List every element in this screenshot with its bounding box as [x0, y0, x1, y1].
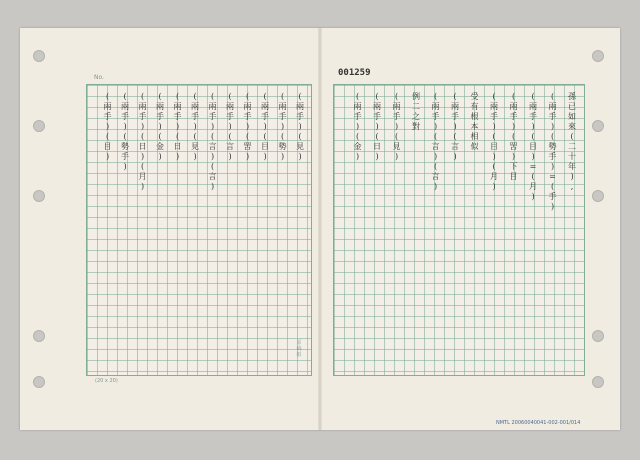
handwritten-column: 孫 已 如 來 ( 二 十 年 ) ,	[568, 92, 576, 191]
handwritten-column: ( 兩 手 ) ( 金 )	[353, 92, 362, 161]
handwritten-column: ( 兩 手 ) ( 罟 )	[243, 92, 252, 161]
binding-hole	[592, 190, 604, 202]
handwritten-column: ( 兩 手 ) ( 金 )	[156, 92, 164, 161]
binding-hole	[33, 120, 45, 132]
paper-mark: 原稿紙	[296, 340, 302, 358]
handwritten-column: 受 有 根 本 相 似	[470, 92, 479, 151]
handwritten-column: ( 兩 手 ) ( 見 )	[296, 92, 304, 161]
page-fold	[318, 28, 322, 430]
handwritten-column: ( 兩 手 ) ( 目 ) = ( 月 )	[529, 92, 537, 201]
handwritten-column: ( 兩 手 ) ( 目 )	[103, 92, 112, 161]
handwritten-column: ( 兩 手 ) ( 勢 手 ) = ( 手 )	[548, 92, 557, 211]
binding-hole	[592, 376, 604, 388]
handwritten-column: 例 二 之 對	[412, 92, 420, 131]
binding-hole	[592, 50, 604, 62]
binding-hole	[592, 120, 604, 132]
document-number: 001259	[338, 68, 371, 78]
binding-hole	[33, 190, 45, 202]
handwritten-column: ( 兩 手 ) ( 目 ) ( 月 )	[490, 92, 498, 191]
page-code: (20 x 20)	[95, 378, 118, 384]
binding-hole	[33, 330, 45, 342]
handwritten-column: ( 兩 手 ) ( 言 ) ( 言 )	[431, 92, 440, 191]
handwritten-column: ( 兩 手 ) ( 言 )	[451, 92, 459, 161]
binding-hole	[33, 376, 45, 388]
binding-hole	[33, 50, 45, 62]
handwritten-column: ( 兩 手 ) ( 目 )	[261, 92, 269, 161]
handwritten-column: ( 兩 手 ) ( 言 )	[226, 92, 234, 161]
handwritten-column: ( 兩 手 ) ( 言 ) ( 言 )	[208, 92, 217, 191]
handwritten-column: ( 兩 手 ) ( 日 )	[173, 92, 182, 161]
handwritten-column: ( 兩 手 ) ( 勢 )	[278, 92, 287, 161]
binding-hole	[592, 330, 604, 342]
handwritten-column: ( 兩 手 ) ( 勢 手 )	[121, 92, 129, 171]
handwritten-column: ( 兩 手 ) ( 見 )	[191, 92, 199, 161]
handwritten-column: ( 兩 手 ) ( 日 ) ( 月 )	[138, 92, 147, 191]
form-number-label: No.	[94, 74, 104, 81]
handwritten-column: ( 兩 手 ) ( 罟 ) 下 目	[509, 92, 518, 181]
handwritten-column: ( 兩 手 ) ( 日 )	[373, 92, 381, 161]
archive-id: NMTL 20060040041-002-001/014	[496, 420, 581, 426]
handwritten-column: ( 兩 手 ) ( 見 )	[392, 92, 401, 161]
